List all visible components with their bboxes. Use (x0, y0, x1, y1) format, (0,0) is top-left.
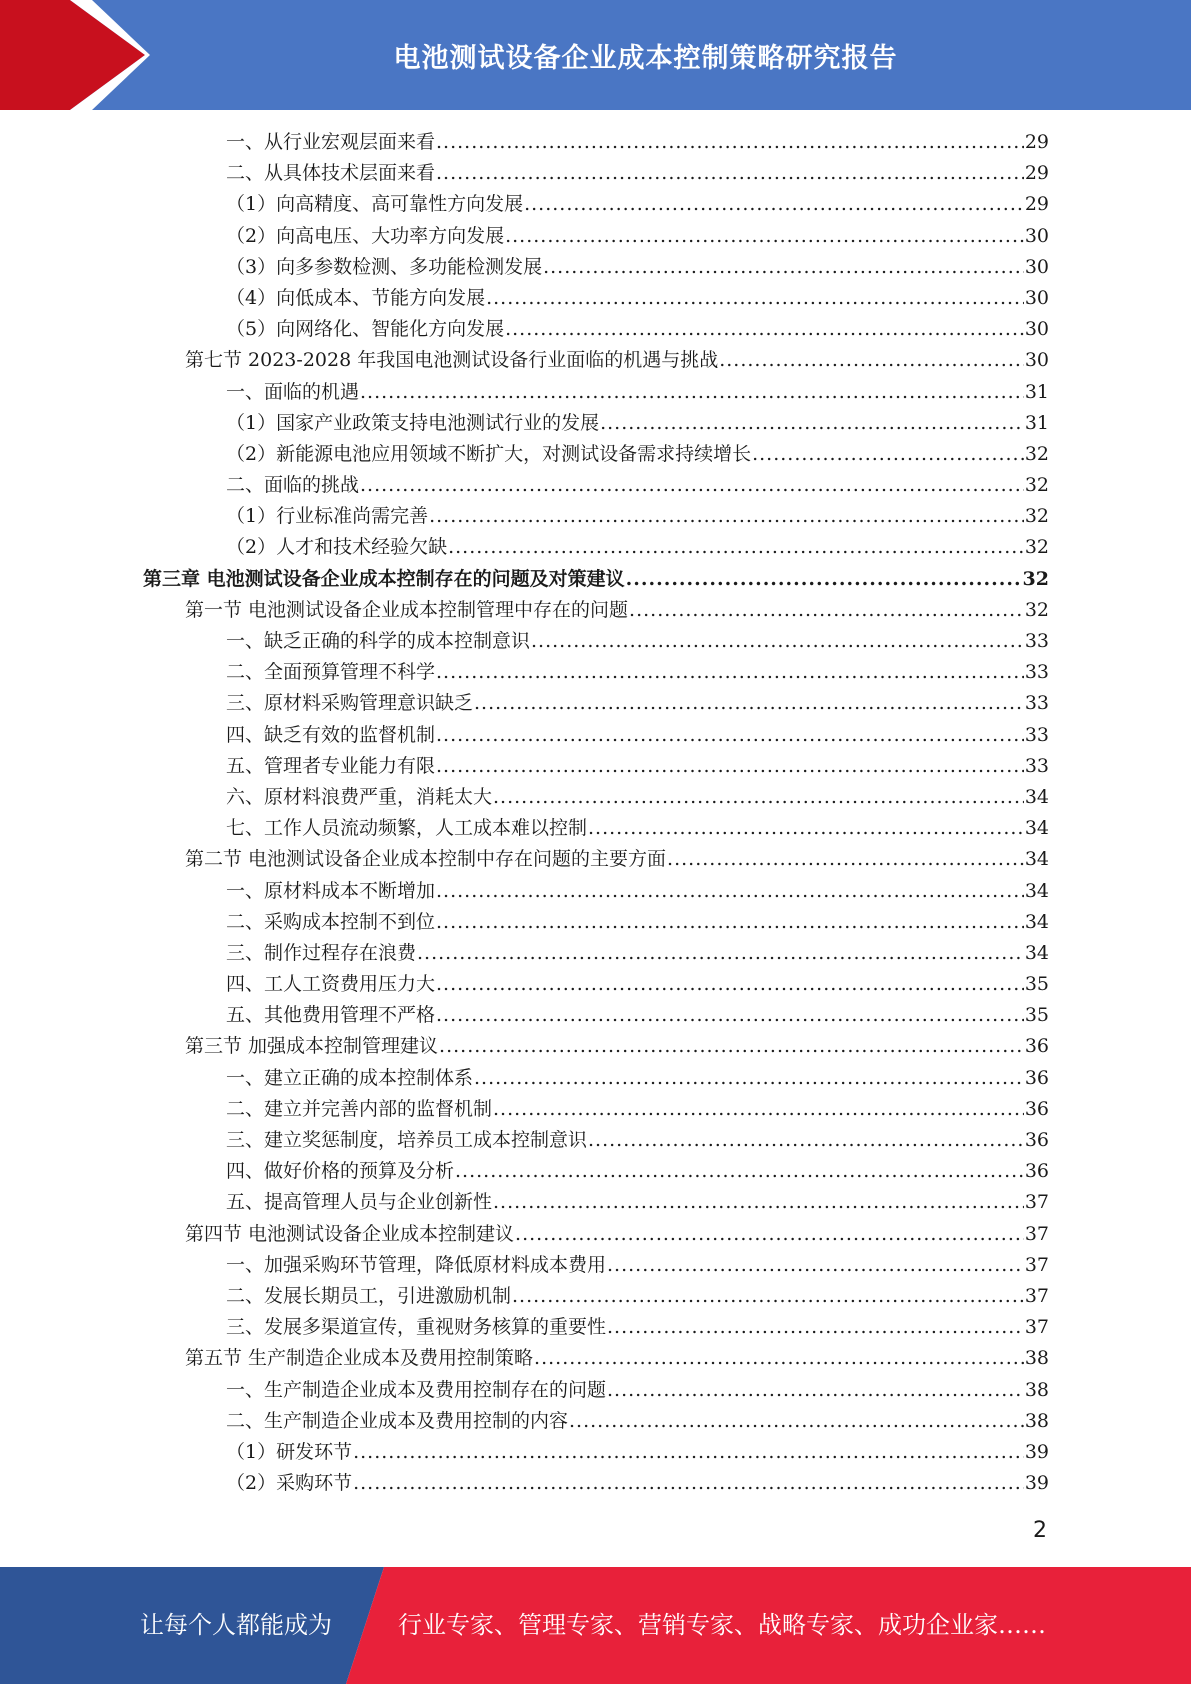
toc-entry-title: 第二节 电池测试设备企业成本控制中存在问题的主要方面 (185, 848, 667, 871)
toc-leader-dots (436, 657, 1024, 688)
toc-leader-dots (436, 751, 1024, 782)
toc-entry-page: 30 (1024, 286, 1049, 309)
toc-entry-title: 六、原材料浪费严重，消耗太大 (226, 785, 493, 808)
toc-entry-page: 34 (1024, 817, 1049, 840)
toc-leader-dots (436, 158, 1024, 189)
toc-entry-page: 30 (1024, 318, 1049, 341)
toc-entry[interactable] (0, 595, 1049, 626)
toc-leader-dots (600, 408, 1024, 439)
toc-entry[interactable] (0, 626, 1049, 657)
toc-leader-dots (436, 969, 1024, 1000)
toc-leader-dots (524, 189, 1024, 220)
toc-leader-dots (607, 1375, 1024, 1406)
toc-entry-title: （1）向高精度、高可靠性方向发展 (226, 193, 524, 216)
toc-leader-dots (353, 1437, 1024, 1468)
toc-entry[interactable] (0, 688, 1049, 719)
toc-entry[interactable] (0, 1094, 1049, 1125)
toc-entry-page: 33 (1024, 630, 1049, 652)
toc-entry-title: 第四节 电池测试设备企业成本控制建议 (185, 1222, 515, 1245)
toc-entry[interactable] (0, 813, 1049, 844)
toc-leader-dots (474, 1063, 1024, 1094)
toc-leader-dots (531, 626, 1024, 657)
toc-entry-title: （1）行业标准尚需完善 (226, 505, 429, 528)
toc-entry-page: 39 (1024, 1472, 1049, 1495)
toc-entry-title: 三、制作过程存在浪费 (226, 941, 417, 964)
toc-entry-page: 37 (1024, 1316, 1049, 1339)
toc-entry-title: （5）向网络化、智能化方向发展 (226, 318, 505, 341)
toc-entry-title: 一、面临的机遇 (226, 380, 360, 403)
toc-entry-title: 五、管理者专业能力有限 (226, 754, 436, 777)
toc-leader-dots (429, 501, 1024, 532)
toc-entry-title: 一、生产制造企业成本及费用控制存在的问题 (226, 1378, 607, 1401)
report-title: 电池测试设备企业成本控制策略研究报告 (393, 42, 898, 74)
table-of-contents (0, 127, 1191, 1499)
toc-entry-title: 三、建立奖惩制度，培养员工成本控制意识 (226, 1129, 588, 1151)
toc-leader-dots (439, 1031, 1024, 1062)
toc-entry[interactable] (0, 751, 1049, 782)
toc-entry-page: 29 (1024, 193, 1049, 216)
toc-entry-title: 二、面临的挑战 (226, 474, 360, 497)
toc-entry-title: 七、工作人员流动频繁，人工成本难以控制 (226, 817, 588, 840)
page-header (0, 0, 1191, 110)
toc-entry-page: 36 (1024, 1129, 1049, 1151)
toc-entry[interactable] (0, 1187, 1049, 1218)
toc-leader-dots (474, 688, 1024, 719)
toc-leader-dots (360, 470, 1024, 501)
toc-entry-title: 四、缺乏有效的监督机制 (226, 723, 436, 746)
toc-leader-dots (505, 314, 1024, 345)
toc-leader-dots (629, 595, 1024, 626)
toc-leader-dots (607, 1250, 1024, 1281)
toc-entry[interactable] (0, 501, 1049, 532)
toc-entry-page: 36 (1024, 1035, 1049, 1058)
toc-entry-page: 37 (1024, 1222, 1049, 1245)
toc-leader-dots (436, 907, 1024, 938)
toc-entry-title: 一、从行业宏观层面来看 (226, 131, 436, 153)
toc-entry-title: 四、做好价格的预算及分析 (226, 1160, 455, 1183)
footer-slogan-left: 让每个人都能成为 (140, 1611, 332, 1639)
toc-entry[interactable] (0, 1063, 1049, 1094)
toc-entry-page: 30 (1024, 349, 1049, 372)
toc-entry-page: 30 (1024, 224, 1049, 247)
toc-leader-dots (493, 1187, 1024, 1218)
toc-entry[interactable] (0, 1000, 1049, 1031)
toc-entry-page: 34 (1024, 910, 1049, 933)
toc-entry-title: （2）向高电压、大功率方向发展 (226, 224, 505, 247)
toc-entry-title: 五、提高管理人员与企业创新性 (226, 1191, 493, 1214)
toc-entry-title: 二、从具体技术层面来看 (226, 162, 436, 185)
toc-entry[interactable] (0, 1437, 1049, 1468)
toc-entry-title: 二、采购成本控制不到位 (226, 910, 436, 933)
toc-entry-page: 36 (1024, 1097, 1049, 1120)
toc-entry[interactable] (0, 221, 1049, 252)
toc-entry-page: 29 (1024, 162, 1049, 185)
toc-entry[interactable] (0, 844, 1049, 875)
toc-entry-page: 33 (1024, 661, 1049, 684)
toc-leader-dots (436, 720, 1024, 751)
toc-entry-title: （4）向低成本、节能方向发展 (226, 286, 486, 309)
toc-entry-page: 29 (1024, 131, 1049, 153)
toc-entry-title: 三、发展多渠道宣传，重视财务核算的重要性 (226, 1316, 607, 1339)
toc-leader-dots (448, 532, 1024, 563)
toc-entry-page: 38 (1024, 1347, 1049, 1370)
toc-entry-title: 第五节 生产制造企业成本及费用控制策略 (185, 1347, 534, 1370)
toc-entry[interactable] (0, 657, 1049, 688)
toc-entry[interactable] (0, 470, 1049, 501)
toc-leader-dots (436, 876, 1024, 907)
toc-entry[interactable] (0, 1125, 1049, 1156)
toc-entry-title: （1）国家产业政策支持电池测试行业的发展 (226, 411, 600, 434)
toc-entry-title: 第一节 电池测试设备企业成本控制管理中存在的问题 (185, 598, 629, 621)
page-number: 2 (1033, 1518, 1047, 1543)
toc-leader-dots (626, 564, 1022, 595)
toc-entry-title: 一、缺乏正确的科学的成本控制意识 (226, 630, 531, 652)
toc-entry[interactable] (0, 907, 1049, 938)
toc-entry-page: 38 (1024, 1378, 1049, 1401)
toc-leader-dots (505, 221, 1024, 252)
toc-entry-page: 35 (1024, 973, 1049, 996)
toc-entry[interactable] (0, 782, 1049, 813)
toc-entry[interactable] (0, 876, 1049, 907)
toc-entry[interactable] (0, 127, 1049, 158)
toc-entry[interactable] (0, 314, 1049, 345)
footer-slogan-right: 行业专家、管理专家、营销专家、战略专家、成功企业家…… (398, 1611, 1046, 1639)
toc-entry-title: 三、原材料采购管理意识缺乏 (226, 692, 474, 715)
toc-entry-page: 34 (1024, 941, 1049, 964)
toc-entry-page: 30 (1024, 255, 1049, 278)
toc-entry-page: 37 (1024, 1284, 1049, 1307)
toc-entry-title: 一、原材料成本不断增加 (226, 879, 436, 902)
toc-entry-title: 第七节 2023-2028 年我国电池测试设备行业面临的机遇与挑战 (185, 349, 719, 372)
toc-leader-dots (569, 1406, 1024, 1437)
toc-entry-page: 34 (1024, 848, 1049, 871)
toc-entry-page: 33 (1024, 754, 1049, 777)
toc-entry-page: 36 (1024, 1066, 1049, 1089)
toc-leader-dots (455, 1156, 1024, 1187)
toc-leader-dots (543, 252, 1024, 283)
toc-entry-page: 34 (1024, 879, 1049, 902)
page-footer (0, 1567, 1191, 1684)
toc-entry-page: 32 (1024, 505, 1049, 528)
toc-entry-title: 四、工人工资费用压力大 (226, 973, 436, 996)
toc-entry[interactable] (0, 1219, 1049, 1250)
toc-entry-page: 32 (1024, 598, 1049, 621)
toc-leader-dots (588, 813, 1024, 844)
toc-entry-page: 32 (1024, 536, 1049, 559)
toc-entry-title: （2）新能源电池应用领域不断扩大，对测试设备需求持续增长 (226, 442, 752, 465)
toc-leader-dots (667, 844, 1024, 875)
toc-entry[interactable] (0, 720, 1049, 751)
toc-entry-title: 二、生产制造企业成本及费用控制的内容 (226, 1409, 569, 1432)
toc-entry-page: 36 (1024, 1160, 1049, 1183)
toc-leader-dots (436, 1000, 1024, 1031)
toc-entry-page: 35 (1024, 1004, 1049, 1027)
toc-entry-page: 38 (1024, 1409, 1049, 1432)
toc-leader-dots (417, 938, 1024, 969)
toc-entry[interactable] (0, 189, 1049, 220)
toc-entry[interactable] (0, 345, 1049, 376)
toc-entry-title: 二、建立并完善内部的监督机制 (226, 1097, 493, 1120)
toc-entry-title: （2）采购环节 (226, 1472, 353, 1495)
toc-entry[interactable] (0, 1468, 1049, 1499)
toc-entry[interactable] (0, 1312, 1049, 1343)
toc-entry[interactable] (0, 938, 1049, 969)
toc-leader-dots (493, 1094, 1024, 1125)
toc-entry[interactable] (0, 252, 1049, 283)
toc-entry-page: 32 (1022, 567, 1049, 590)
toc-leader-dots (588, 1125, 1024, 1156)
toc-leader-dots (752, 439, 1024, 470)
toc-entry[interactable] (0, 1406, 1049, 1437)
toc-entry[interactable] (0, 1343, 1049, 1374)
toc-leader-dots (512, 1281, 1024, 1312)
toc-leader-dots (607, 1312, 1024, 1343)
toc-entry-page: 32 (1024, 442, 1049, 465)
toc-entry-page: 39 (1024, 1440, 1049, 1463)
toc-entry-page: 37 (1024, 1253, 1049, 1276)
toc-entry-title: 第三节 加强成本控制管理建议 (185, 1035, 439, 1058)
toc-entry[interactable] (0, 1281, 1049, 1312)
toc-entry[interactable] (0, 1156, 1049, 1187)
toc-entry[interactable] (0, 377, 1049, 408)
toc-entry[interactable] (0, 283, 1049, 314)
toc-entry[interactable] (0, 1031, 1049, 1062)
toc-entry[interactable] (0, 408, 1049, 439)
toc-leader-dots (493, 782, 1024, 813)
toc-entry-title: 第三章 电池测试设备企业成本控制存在的问题及对策建议 (143, 567, 625, 590)
toc-entry-title: 二、发展长期员工，引进激励机制 (226, 1284, 512, 1307)
toc-entry-page: 37 (1024, 1191, 1049, 1214)
toc-entry-title: 五、其他费用管理不严格 (226, 1004, 436, 1027)
toc-entry-title: （1）研发环节 (226, 1440, 353, 1463)
toc-entry-page: 31 (1024, 411, 1049, 434)
toc-entry-title: （2）人才和技术经验欠缺 (226, 536, 448, 559)
toc-leader-dots (360, 377, 1024, 408)
toc-entry[interactable] (0, 969, 1049, 1000)
toc-leader-dots (515, 1219, 1024, 1250)
toc-entry[interactable] (0, 1250, 1049, 1281)
toc-entry-title: 二、全面预算管理不科学 (226, 661, 436, 684)
toc-entry[interactable] (0, 1375, 1049, 1406)
toc-entry-page: 32 (1024, 474, 1049, 497)
toc-entry[interactable] (0, 532, 1049, 563)
toc-entry-page: 34 (1024, 785, 1049, 808)
toc-entry-title: （3）向多参数检测、多功能检测发展 (226, 255, 543, 278)
toc-entry-title: 一、加强采购环节管理，降低原材料成本费用 (226, 1253, 607, 1276)
toc-leader-dots (534, 1343, 1024, 1374)
toc-entry[interactable] (0, 158, 1049, 189)
toc-leader-dots (353, 1468, 1024, 1499)
toc-leader-dots (719, 345, 1024, 376)
toc-entry-page: 33 (1024, 692, 1049, 715)
toc-leader-dots (486, 283, 1024, 314)
toc-entry-title: 一、建立正确的成本控制体系 (226, 1066, 474, 1089)
toc-entry[interactable] (0, 564, 1049, 595)
toc-entry-page: 31 (1024, 380, 1049, 403)
toc-entry[interactable] (0, 439, 1049, 470)
toc-leader-dots (436, 127, 1024, 158)
toc-entry-page: 33 (1024, 723, 1049, 746)
